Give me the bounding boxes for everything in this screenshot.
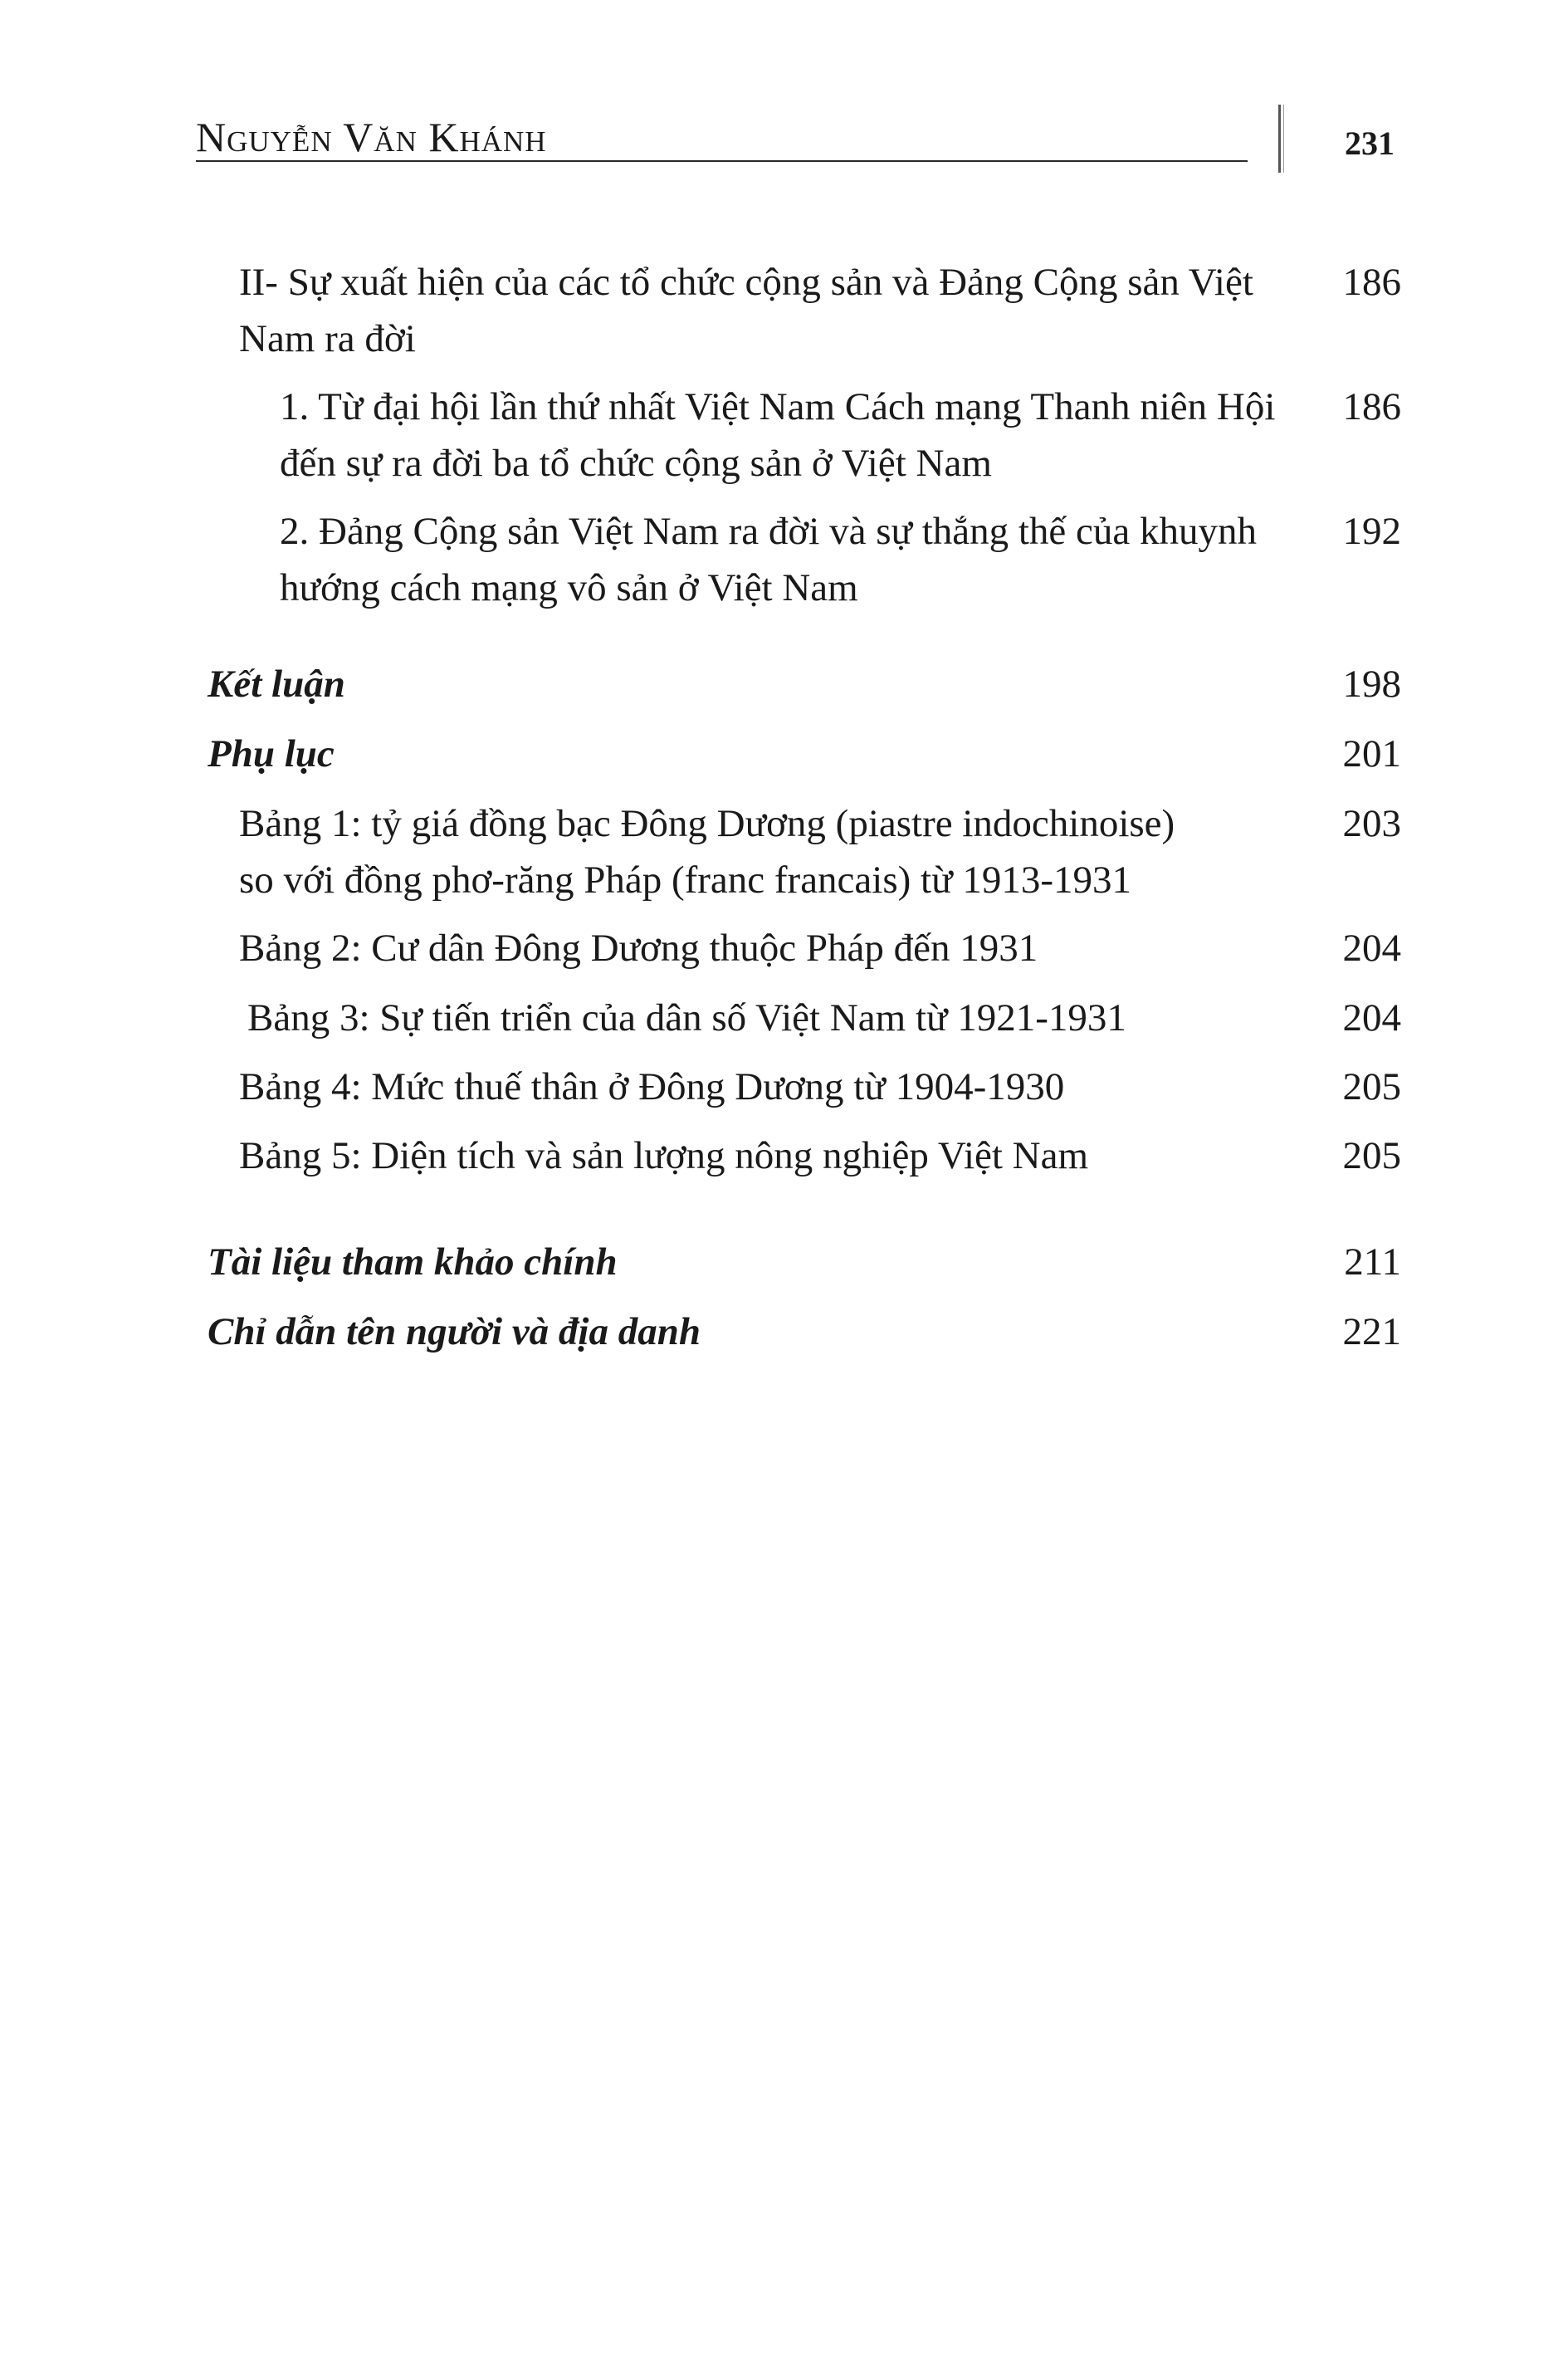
toc-entry-page: 186 <box>1342 261 1401 304</box>
toc-entry-ket-luan <box>208 656 1401 712</box>
header-author: Nguyễn Văn Khánh <box>196 114 547 160</box>
toc-entry-title-line: II- Sự xuất hiện của các tổ chức cộng sản và Đảng Cộng sản Việt <box>239 261 1253 304</box>
toc-entry-title: Tài liệu tham khảo chính <box>208 1240 618 1284</box>
toc-entry-tai-lieu <box>208 1234 1401 1290</box>
toc-entry-bang-1 <box>239 795 1401 908</box>
toc-entry-page: 204 <box>1342 927 1401 970</box>
header-divider <box>1278 105 1281 173</box>
toc-entry-section-2 <box>239 254 1401 367</box>
toc-entry-title-line: so với đồng phơ-răng Pháp (franc francais) từ 1913-1931 <box>239 859 1131 902</box>
header-rule <box>196 160 1248 162</box>
toc-entry-chi-dan <box>208 1304 1401 1360</box>
toc-entry-title-line: 2. Đảng Cộng sản Việt Nam ra đời và sự thắng thế của khuynh <box>280 510 1258 553</box>
toc-entry-page: 204 <box>1342 996 1401 1040</box>
toc-entry-title-line: Bảng 1: tỷ giá đồng bạc Đông Dương (piastre indochinoise) <box>239 802 1175 845</box>
toc-entry-page: 186 <box>1342 385 1401 428</box>
toc-entry-title-line: Nam ra đời <box>239 317 416 360</box>
toc-entry-page: 198 <box>1342 663 1401 706</box>
toc-entry-page: 221 <box>1342 1310 1401 1353</box>
toc-entry-phu-luc <box>208 726 1401 782</box>
toc-entry-bang-5 <box>239 1128 1401 1184</box>
toc-entry-title: Phụ lục <box>208 732 335 775</box>
toc-entry-sub-1 <box>280 379 1401 492</box>
page-number: 231 <box>1345 125 1395 162</box>
toc-entry-page: 205 <box>1342 1065 1401 1108</box>
toc-entry-page: 205 <box>1342 1134 1401 1177</box>
toc-entry-page: 203 <box>1342 802 1401 845</box>
toc-entry-title-line: 1. Từ đại hội lần thứ nhất Việt Nam Cách mạng Thanh niên Hội <box>280 385 1276 428</box>
toc-entry-title: Bảng 2: Cư dân Đông Dương thuộc Pháp đến 1931 <box>239 927 1038 970</box>
toc-entry-title-line: đến sự ra đời ba tổ chức cộng sản ở Việt Nam <box>280 442 992 485</box>
toc-entry-title: Kết luận <box>208 663 345 706</box>
toc-entry-sub-2 <box>280 503 1401 616</box>
toc-entry-title: Chỉ dẫn tên người và địa danh <box>208 1310 701 1353</box>
toc-entry-page: 211 <box>1344 1240 1401 1284</box>
toc-entry-page: 192 <box>1342 510 1401 553</box>
toc-entry-bang-3 <box>247 990 1401 1046</box>
toc-entry-bang-4 <box>239 1059 1401 1115</box>
toc-entry-title: Bảng 4: Mức thuế thân ở Đông Dương từ 1904-1930 <box>239 1065 1065 1108</box>
running-header <box>196 112 1248 162</box>
toc-entry-title: Bảng 3: Sự tiến triển của dân số Việt Nam từ 1921-1931 <box>247 996 1126 1040</box>
toc-entry-bang-2 <box>239 920 1401 976</box>
toc-entry-page: 201 <box>1342 732 1401 775</box>
header-divider-thin <box>1283 105 1284 173</box>
toc-entry-title: Bảng 5: Diện tích và sản lượng nông nghiệp Việt Nam <box>239 1134 1089 1177</box>
toc-entry-title-line: hướng cách mạng vô sản ở Việt Nam <box>280 566 858 609</box>
